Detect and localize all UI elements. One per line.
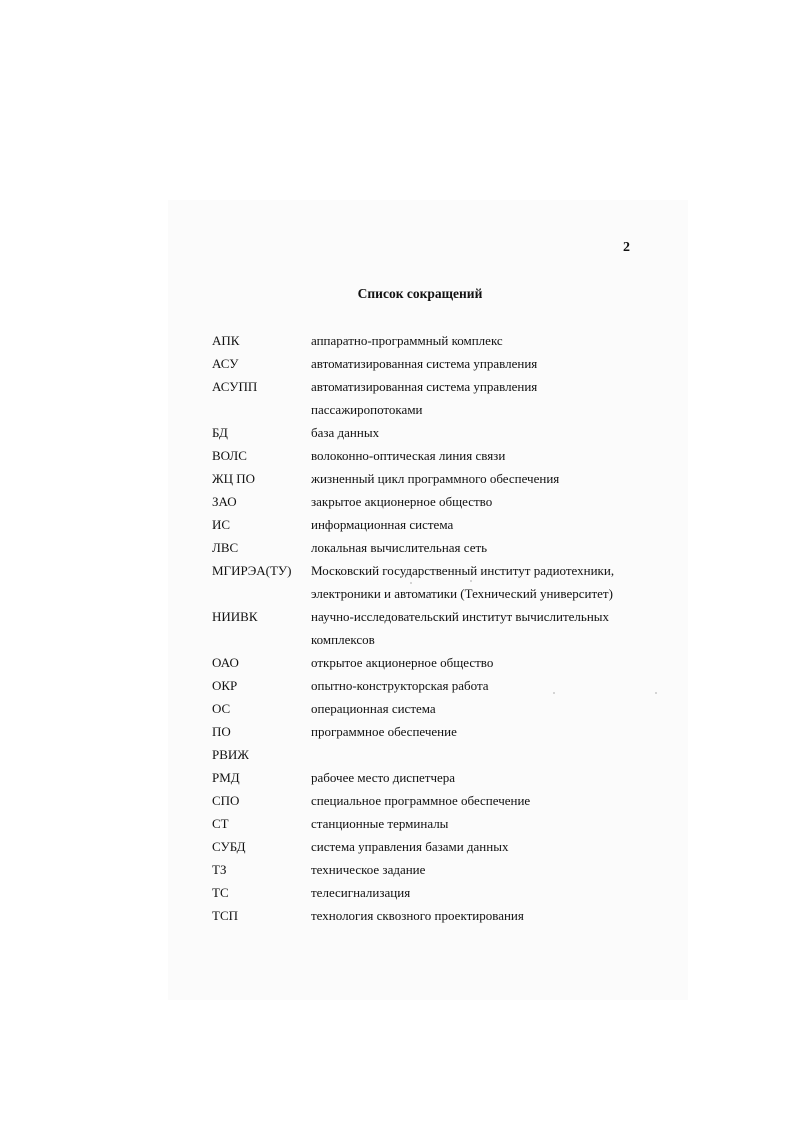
abbreviation-definition [311, 559, 652, 605]
definition-line: пассажиропотоками [311, 402, 423, 417]
abbreviation-term: СПО [212, 793, 240, 808]
abbreviation-entry [212, 421, 652, 444]
abbreviation-term: ТС [212, 885, 229, 900]
abbreviation-definition [311, 467, 652, 490]
abbreviation-entry [212, 467, 652, 490]
abbreviation-definition [311, 835, 652, 858]
abbreviation-term: РМД [212, 770, 240, 785]
abbreviation-term: БД [212, 425, 228, 440]
abbreviation-term: ЗАО [212, 494, 237, 509]
page-number: 2 [623, 240, 630, 255]
abbreviation-entry [212, 490, 652, 513]
definition-line: информационная система [311, 517, 454, 532]
abbreviation-term: ОКР [212, 678, 238, 693]
scan-speck [470, 580, 472, 582]
abbreviation-term: РВИЖ [212, 747, 249, 762]
definition-line: операционная система [311, 701, 436, 716]
abbreviation-term: АСУ [212, 356, 239, 371]
definition-line: автоматизированная система управления [311, 379, 538, 394]
definition-line: телесигнализация [311, 885, 411, 900]
abbreviation-entry [212, 536, 652, 559]
abbreviation-definition [311, 674, 652, 697]
abbreviation-term: ПО [212, 724, 231, 739]
abbreviation-term: СУБД [212, 839, 246, 854]
abbreviation-entry [212, 904, 652, 927]
definition-line: жизненный цикл программного обеспечения [311, 471, 560, 486]
abbreviation-entry [212, 651, 652, 674]
definition-line: закрытое акционерное общество [311, 494, 493, 509]
abbreviation-entry [212, 605, 652, 651]
abbreviation-definition [311, 329, 652, 352]
abbreviation-entry [212, 697, 652, 720]
definition-line: технология сквозного проектирования [311, 908, 524, 923]
abbreviation-term: ТЗ [212, 862, 227, 877]
abbreviation-definition [311, 881, 652, 904]
abbreviation-term: ТСП [212, 908, 238, 923]
definition-line: волоконно-оптическая линия связи [311, 448, 506, 463]
abbreviation-definition [311, 766, 652, 789]
abbreviation-entry [212, 513, 652, 536]
abbreviation-term: НИИВК [212, 609, 258, 624]
abbreviation-definition [311, 858, 652, 881]
definition-line: специальное программное обеспечение [311, 793, 531, 808]
definition-line: программное обеспечение [311, 724, 457, 739]
abbreviation-entry [212, 674, 652, 697]
abbreviation-definition [311, 536, 652, 559]
abbreviation-definition [311, 743, 652, 766]
definition-line: электроники и автоматики (Технический университет) [311, 586, 613, 601]
scan-speck [410, 582, 412, 584]
abbreviation-term: ВОЛС [212, 448, 247, 463]
abbreviation-entry [212, 444, 652, 467]
definition-line: автоматизированная система управления [311, 356, 538, 371]
abbreviation-entry [212, 858, 652, 881]
abbreviation-definition [311, 444, 652, 467]
definition-line: открытое акционерное общество [311, 655, 494, 670]
page-title: Список сокращений [357, 286, 483, 301]
abbreviation-term: АСУПП [212, 379, 258, 394]
abbreviation-entry [212, 559, 652, 605]
abbreviation-term: ЛВС [212, 540, 239, 555]
abbreviation-entry [212, 329, 652, 352]
scan-speck [655, 692, 657, 694]
abbreviation-definition [311, 605, 652, 651]
definition-line: станционные терминалы [311, 816, 449, 831]
abbreviation-entry [212, 812, 652, 835]
abbreviation-list [212, 329, 652, 927]
abbreviation-definition [311, 490, 652, 513]
abbreviation-definition [311, 513, 652, 536]
definition-line: база данных [311, 425, 380, 440]
definition-line: техническое задание [311, 862, 426, 877]
abbreviation-definition [311, 375, 652, 421]
abbreviation-definition [311, 651, 652, 674]
abbreviation-definition [311, 720, 652, 743]
abbreviation-definition [311, 697, 652, 720]
definition-line: система управления базами данных [311, 839, 509, 854]
abbreviation-entry [212, 720, 652, 743]
abbreviation-term: ИС [212, 517, 231, 532]
abbreviation-entry [212, 743, 652, 766]
abbreviation-entry [212, 789, 652, 812]
definition-line: рабочее место диспетчера [311, 770, 456, 785]
abbreviation-entry [212, 375, 652, 421]
abbreviation-definition [311, 421, 652, 444]
abbreviation-term: ОАО [212, 655, 239, 670]
abbreviation-term: АПК [212, 333, 240, 348]
definition-line: опытно-конструкторская работа [311, 678, 489, 693]
abbreviation-definition [311, 904, 652, 927]
definition-line: Московский государственный институт радиотехники, [311, 563, 615, 578]
definition-line: комплексов [311, 632, 375, 647]
abbreviation-term: ЖЦ ПО [212, 471, 256, 486]
abbreviation-definition [311, 352, 652, 375]
abbreviation-term: ОС [212, 701, 231, 716]
definition-line: аппаратно-программный комплекс [311, 333, 503, 348]
definition-line: научно-исследовательский институт вычислительных [311, 609, 610, 624]
abbreviation-term: СТ [212, 816, 229, 831]
abbreviation-entry [212, 881, 652, 904]
definition-line: локальная вычислительная сеть [311, 540, 488, 555]
abbreviation-term: МГИРЭА(ТУ) [212, 563, 292, 578]
abbreviation-entry [212, 835, 652, 858]
abbreviation-entry [212, 766, 652, 789]
abbreviation-definition [311, 789, 652, 812]
scan-speck [553, 692, 555, 694]
abbreviation-entry [212, 352, 652, 375]
abbreviation-definition [311, 812, 652, 835]
